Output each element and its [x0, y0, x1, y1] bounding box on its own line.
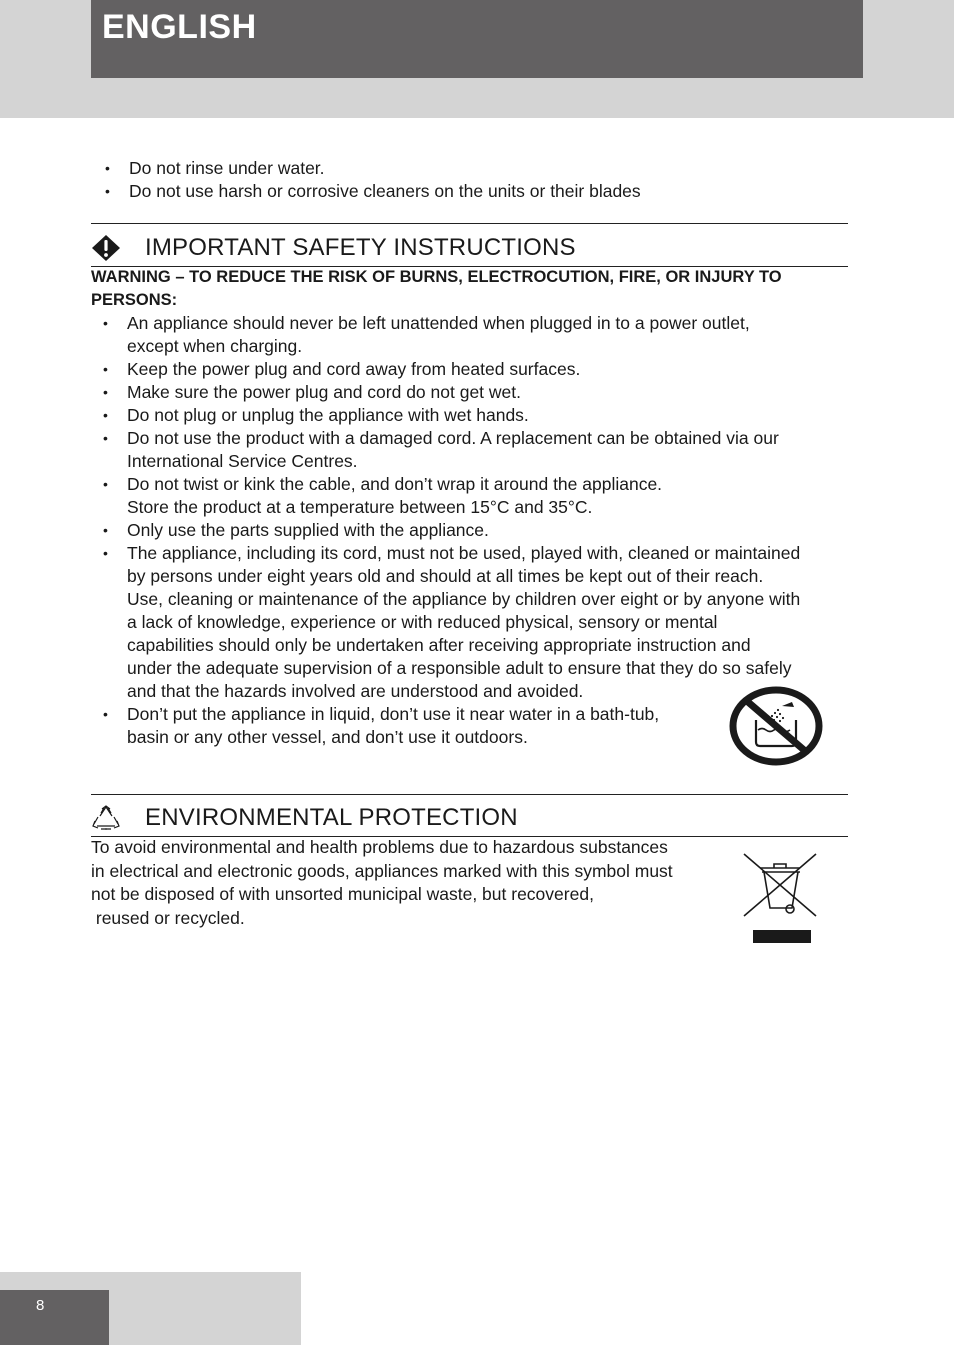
safety-list [91, 312, 851, 749]
warning-icon [91, 234, 121, 262]
section-divider [91, 794, 848, 795]
section-title: IMPORTANT SAFETY INSTRUCTIONS [145, 234, 576, 261]
warning-text: WARNING – TO REDUCE THE RISK OF BURNS, ELECTROCUTION, FIRE, OR INJURY TO PERSONS: [91, 268, 782, 309]
environment-heading [91, 800, 848, 834]
header-bar [91, 0, 863, 78]
list-item: • Only use the parts supplied with the appliance. [103, 520, 489, 540]
section-divider [91, 223, 848, 224]
environment-text: To avoid environmental and health problems due to hazardous substances in electrical and electronic goods, appliances marked with this symbol must not be disposed of with unsorted municipal waste, but recovered, reused or recycled. [91, 837, 673, 928]
section-title: ENVIRONMENTAL PROTECTION [145, 804, 518, 831]
safety-heading [91, 230, 848, 264]
list-item: • Do not use harsh or corrosive cleaners on the units or their blades [105, 181, 641, 201]
list-item: • Do not rinse under water. [105, 158, 325, 178]
list-item: • Keep the power plug and cord away from heated surfaces. [103, 359, 581, 379]
crossed-bin-icon [740, 852, 820, 946]
list-item: • Do not use the product with a damaged cord. A replacement can be obtained via our International Service Centres. [103, 428, 779, 471]
cleaning-list [93, 157, 833, 203]
page-title: ENGLISH [102, 8, 257, 46]
page-number-box [0, 1290, 109, 1345]
list-item: • The appliance, including its cord, must not be used, played with, cleaned or maintained by persons under eight years old and should at all times be kept out of their reach. Use, cleaning or maintenance of the appliance by children over eight or by anyone with a lack of knowledge, experience or with reduced physical, sensory or mental capabilities should only be undertaken after receiving appropriate instruction and under the adequate supervision of a responsible adult to ensure that they do so safely and that the hazards involved are understood and avoided. [103, 543, 801, 701]
list-item: • Do not plug or unplug the appliance with wet hands. [103, 405, 529, 425]
recycle-icon [91, 804, 121, 832]
no-water-icon [728, 686, 824, 766]
list-item: • Do not twist or kink the cable, and don’t wrap it around the appliance. Store the product at a temperature between 15°C and 35°C. [103, 474, 663, 517]
list-item: • Make sure the power plug and cord do not get wet. [103, 382, 521, 402]
list-item: • Don’t put the appliance in liquid, don’t use it near water in a bath-tub, basin or any other vessel, and don’t use it outdoors. [103, 704, 660, 747]
page-number: 8 [36, 1297, 45, 1314]
list-item: • An appliance should never be left unattended when plugged in to a power outlet, except when charging. [103, 313, 750, 356]
